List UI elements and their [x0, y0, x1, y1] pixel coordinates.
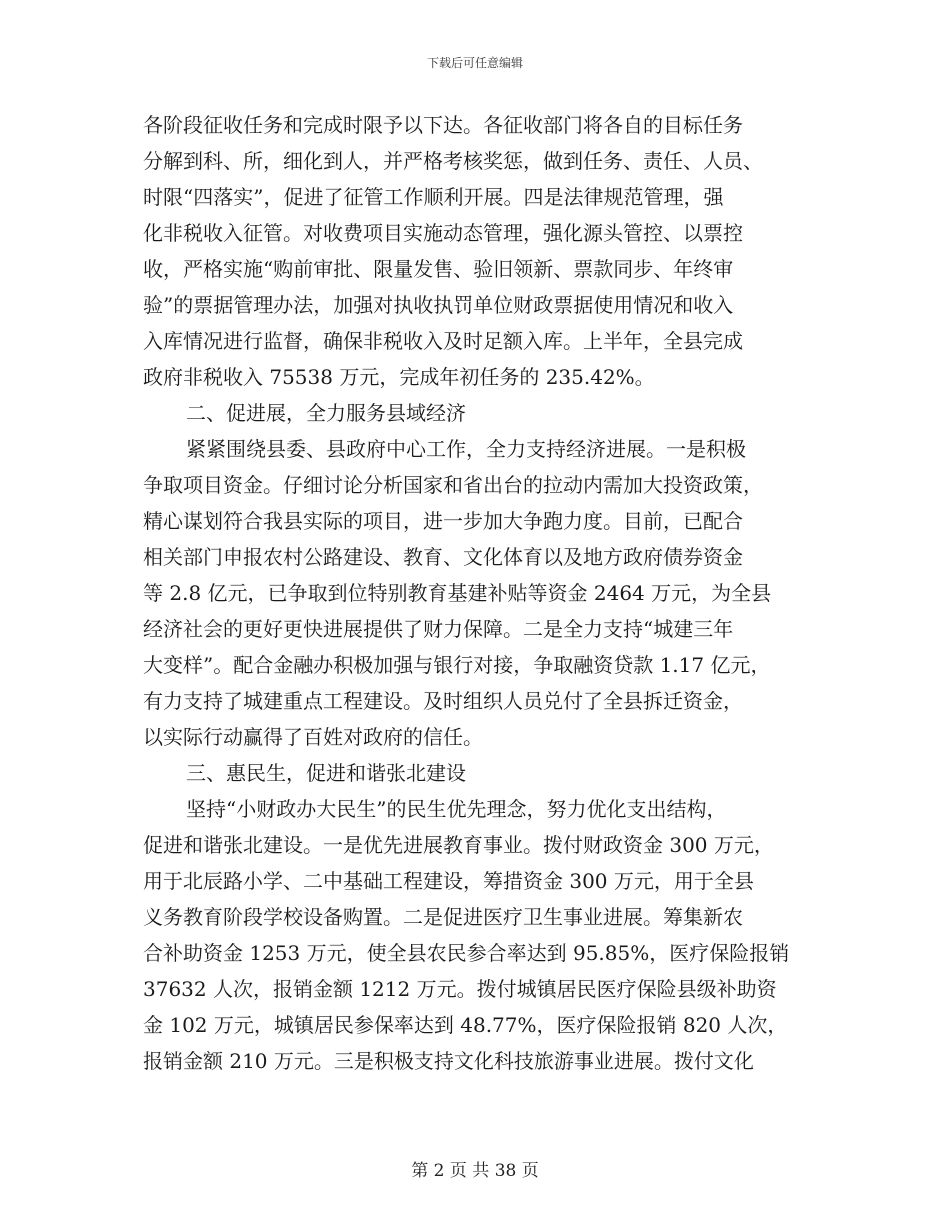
paragraph-line: 促进和谐张北建设。一是优先进展教育事业。拨付财政资金 300 万元， [143, 833, 774, 857]
section-heading: 二、促进展，全力服务县域经济 [186, 401, 466, 425]
paragraph-line: 用于北辰路小学、二中基础工程建设，筹措资金 300 万元，用于全县 [143, 869, 754, 893]
paragraph-line: 紧紧围绕县委、县政府中心工作，全力支持经济进展。一是积极 [186, 437, 746, 461]
paragraph-line: 各阶段征收任务和完成时限予以下达。各征收部门将各自的目标任务 [143, 113, 743, 137]
paragraph-line: 义务教育阶段学校设备购置。二是促进医疗卫生事业进展。筹集新农 [143, 905, 743, 929]
paragraph-line: 报销金额 210 万元。三是积极支持文化科技旅游事业进展。拨付文化 [143, 1049, 754, 1073]
paragraph-line: 以实际行动赢得了百姓对政府的信任。 [143, 725, 483, 749]
paragraph-line: 验”的票据管理办法，加强对执收执罚单位财政票据使用情况和收入 [143, 293, 734, 317]
paragraph-line: 等 2.8 亿元，已争取到位特别教育基建补贴等资金 2464 万元，为全县 [143, 581, 772, 605]
paragraph-line: 有力支持了城建重点工程建设。及时组织人员兑付了全县拆迁资金， [143, 689, 743, 713]
paragraph-line: 大变样”。配合金融办积极加强与银行对接，争取融资贷款 1.17 亿元， [143, 653, 771, 677]
paragraph-line: 时限“四落实”，促进了征管工作顺利开展。四是法律规范管理，强 [143, 185, 724, 209]
paragraph-line: 相关部门申报农村公路建设、教育、文化体育以及地方政府债券资金 [143, 545, 743, 569]
paragraph-line: 收，严格实施“购前审批、限量发售、验旧领新、票款同步、年终审 [143, 257, 734, 281]
paragraph-line: 入库情况进行监督，确保非税收入及时足额入库。上半年，全县完成 [143, 329, 743, 353]
paragraph-line: 经济社会的更好更快进展提供了财力保障。二是全力支持“城建三年 [143, 617, 734, 641]
page-header: 下载后可任意编辑 [426, 56, 523, 70]
paragraph-line: 争取项目资金。仔细讨论分析国家和省出台的拉动内需加大投资政策， [143, 473, 763, 497]
paragraph-line: 精心谋划符合我县实际的项目，进一步加大争跑力度。目前，已配合 [143, 509, 743, 533]
paragraph-line: 分解到科、所，细化到人，并严格考核奖惩，做到任务、责任、人员、 [143, 149, 763, 173]
section-heading: 三、惠民生，促进和谐张北建设 [186, 761, 466, 785]
paragraph-line: 坚持“小财政办大民生”的民生优先理念，努力优化支出结构， [186, 797, 727, 821]
paragraph-line: 合补助资金 1253 万元，使全县农民参合率达到 95.85%，医疗保险报销 [143, 941, 790, 965]
paragraph-line: 37632 人次，报销金额 1212 万元。拨付城镇居民医疗保险县级补助资 [143, 977, 777, 1001]
paragraph-line: 金 102 万元，城镇居民参保率达到 48.77%，医疗保险报销 820 人次， [143, 1013, 788, 1037]
paragraph-line: 政府非税收入 75538 万元，完成年初任务的 235.42%。 [143, 365, 655, 389]
page-number: 第 2 页 共 38 页 [411, 1161, 539, 1181]
paragraph-line: 化非税收入征管。对收费项目实施动态管理，强化源头管控、以票控 [143, 221, 743, 245]
